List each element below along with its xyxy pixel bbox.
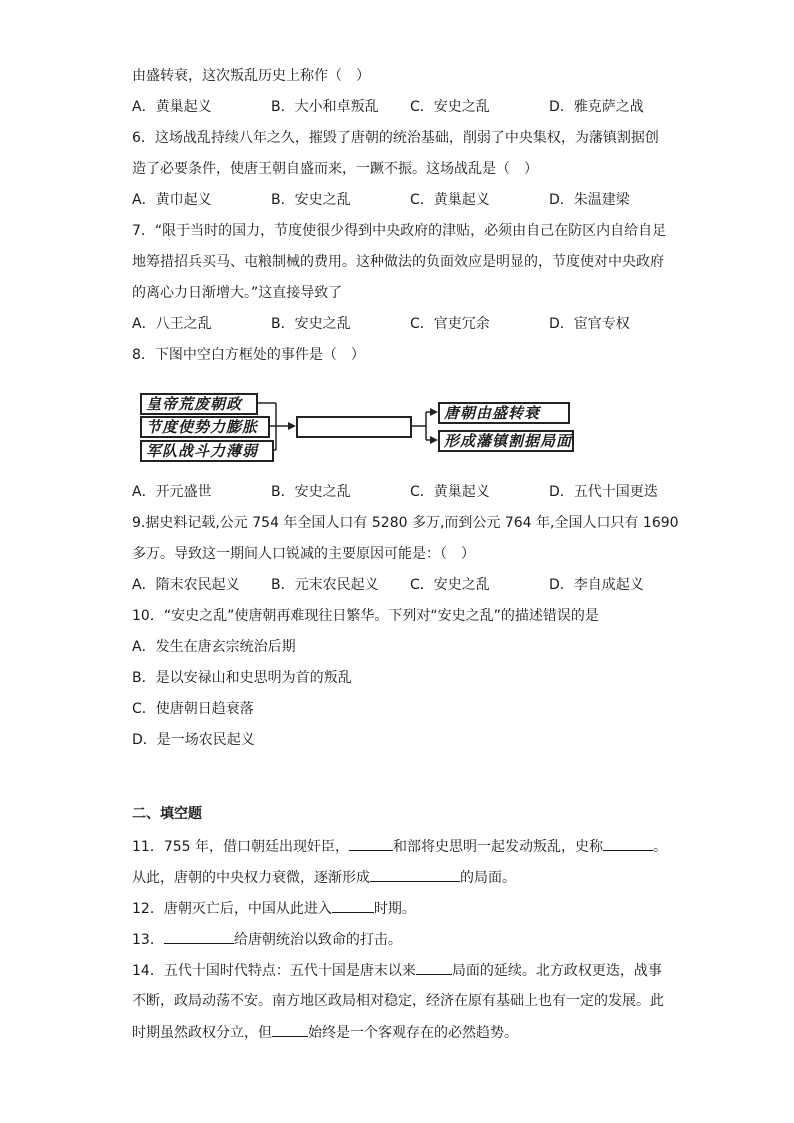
q12-text-a: 12．唐朝灭亡后，中国从此进入 xyxy=(132,901,332,917)
q7-stem-line1: 7．“限于当时的国力，节度使很少得到中央政府的津贴，必须由自己在防区内自给自足 xyxy=(132,223,667,239)
q14-text-a: 14．五代十国时代特点：五代十国是唐末以来 xyxy=(132,963,416,979)
q6-options xyxy=(132,190,672,210)
cause-box-3: 军队战斗力薄弱 xyxy=(140,440,274,462)
q13-line xyxy=(132,929,402,950)
q6-option-c: C．黄巢起义 xyxy=(410,192,490,208)
q14-blank-2 xyxy=(272,1022,308,1037)
q5-stem: 由盛转衰，这次叛乱历史上称作（ ） xyxy=(132,68,370,84)
q9-option-d: D．李自成起义 xyxy=(549,577,644,593)
q7-option-d: D．宦官专权 xyxy=(549,316,630,332)
q14-blank-1 xyxy=(416,960,452,975)
section-heading-fill-blank: 二、填空题 xyxy=(132,806,202,822)
q12-blank xyxy=(332,898,374,913)
q9-option-b: B．元末农民起义 xyxy=(271,577,379,593)
q7-option-b: B．安史之乱 xyxy=(271,316,351,332)
q6-option-b: B．安史之乱 xyxy=(271,192,351,208)
q10-option-a: A．发生在唐玄宗统治后期 xyxy=(132,639,296,655)
q8-option-a: A．开元盛世 xyxy=(132,484,212,500)
q7-option-c: C．官吏冗余 xyxy=(410,316,490,332)
q5-option-d: D．雅克萨之战 xyxy=(549,99,644,115)
q14-line1 xyxy=(132,960,662,981)
q9-options xyxy=(132,575,672,595)
cause-box-1: 皇帝荒废朝政 xyxy=(140,393,258,415)
q7-stem-line3: 的离心力日渐增大。”这直接导致了 xyxy=(132,285,343,301)
q10-option-c: C．使唐朝日趋衰落 xyxy=(132,701,254,717)
q6-option-d: D．朱温建梁 xyxy=(549,192,630,208)
q9-stem-line1: 9.据史料记载,公元 754 年全国人口有 5280 多万,而到公元 764 年,全国人口只有 1690 xyxy=(132,515,679,531)
q7-stem-line2: 地筹措招兵买马、屯粮制械的费用。这种做法的负面效应是明显的，节度使对中央政府 xyxy=(132,254,664,270)
q14-text-line3a: 时期虽然政权分立，但 xyxy=(132,1025,272,1041)
q5-options xyxy=(132,97,672,117)
q12-line xyxy=(132,898,416,919)
q6-stem-line2: 造了必要条件，使唐王朝自盛而来，一蹶不振。这场战乱是（ ） xyxy=(132,161,538,177)
q11-line1 xyxy=(132,836,667,857)
result-box-2: 形成藩镇割据局面 xyxy=(438,430,574,452)
q11-text-line2a: 从此，唐朝的中央权力衰微，逐渐形成 xyxy=(132,870,370,886)
q11-text-b: 和部将史思明一起发动叛乱，史称 xyxy=(393,839,603,855)
q11-blank-2 xyxy=(603,836,653,851)
q11-blank-3 xyxy=(370,867,460,882)
q13-text-a: 13． xyxy=(132,932,164,948)
q8-options xyxy=(132,482,672,502)
q11-blank-1 xyxy=(349,836,393,851)
q13-text-b: 给唐朝统治以致命的打击。 xyxy=(233,932,402,948)
q10-option-d: D．是一场农民起义 xyxy=(132,732,255,748)
result-box-1: 唐朝由盛转衰 xyxy=(438,402,570,424)
cause-box-2: 节度使势力膨胀 xyxy=(140,416,270,438)
q8-option-c: C．黄巢起义 xyxy=(410,484,490,500)
q5-option-b: B．大小和卓叛乱 xyxy=(271,99,379,115)
q9-option-c: C．安史之乱 xyxy=(410,577,490,593)
q8-option-d: D．五代十国更迭 xyxy=(549,484,658,500)
blank-event-box xyxy=(296,416,412,438)
q9-option-a: A．隋末农民起义 xyxy=(132,577,240,593)
q14-line3 xyxy=(132,1022,518,1043)
q10-stem: 10．“安史之乱”使唐朝再难现往日繁华。下列对“安史之乱”的描述错误的是 xyxy=(132,608,599,624)
q14-line2: 不断，政局动荡不安。南方地区政局相对稳定，经济在原有基础上也有一定的发展。此 xyxy=(132,993,664,1009)
q5-option-c: C．安史之乱 xyxy=(410,99,490,115)
q8-flow-diagram xyxy=(140,390,580,462)
q11-text-a: 11．755 年，借口朝廷出现奸臣， xyxy=(132,839,349,855)
q9-stem-line2: 多万。导致这一期间人口锐减的主要原因可能是：（ ） xyxy=(132,546,475,562)
q5-option-a: A．黄巢起义 xyxy=(132,99,212,115)
q6-stem-line1: 6．这场战乱持续八年之久，摧毁了唐朝的统治基础，削弱了中央集权，为藩镇割据创 xyxy=(132,130,659,146)
q11-text-line2b: 的局面。 xyxy=(460,870,516,886)
q6-option-a: A．黄巾起义 xyxy=(132,192,212,208)
q12-text-b: 时期。 xyxy=(373,901,416,917)
q11-line2 xyxy=(132,867,516,888)
q14-text-line3b: 始终是一个客观存在的必然趋势。 xyxy=(308,1025,518,1041)
q11-text-c: 。 xyxy=(653,839,667,855)
q8-stem: 8．下图中空白方框处的事件是（ ） xyxy=(132,347,365,363)
q7-option-a: A．八王之乱 xyxy=(132,316,212,332)
q8-option-b: B．安史之乱 xyxy=(271,484,351,500)
q7-options xyxy=(132,314,672,334)
q13-blank xyxy=(164,929,234,944)
q14-text-b: 局面的延续。北方政权更迭，战事 xyxy=(451,963,662,979)
q10-option-b: B．是以安禄山和史思明为首的叛乱 xyxy=(132,670,352,686)
